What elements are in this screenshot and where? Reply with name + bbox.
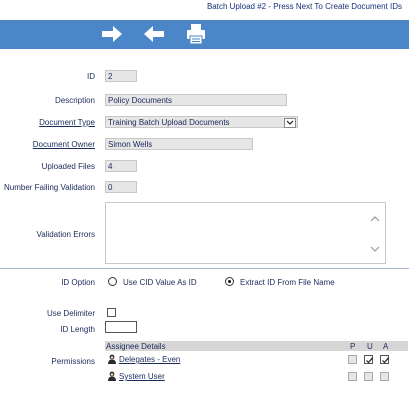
failing-validation-label: Number Failing Validation: [3, 183, 95, 192]
radio-use-cid-label[interactable]: Use CID Value As ID: [123, 278, 197, 287]
permission-p-checkbox[interactable]: [348, 372, 357, 381]
divider: [0, 268, 409, 269]
radio-extract-id-label[interactable]: Extract ID From File Name: [240, 278, 335, 287]
id-option-label: ID Option: [61, 278, 95, 287]
scroll-up-icon[interactable]: [370, 215, 380, 223]
id-field[interactable]: 2: [105, 70, 137, 82]
permission-u-checkbox[interactable]: [364, 372, 373, 381]
document-type-label[interactable]: Document Type: [39, 118, 95, 127]
scroll-down-icon[interactable]: [370, 245, 380, 253]
window-title: Batch Upload #2 - Press Next To Create Document IDs: [206, 2, 402, 11]
permission-p-checkbox[interactable]: [348, 355, 357, 364]
uploaded-files-field[interactable]: 4: [105, 160, 137, 172]
user-icon: [107, 354, 117, 364]
radio-use-cid[interactable]: [108, 277, 117, 286]
uploaded-files-label: Uploaded Files: [41, 162, 95, 171]
p-header: P: [350, 342, 356, 351]
permission-u-checkbox[interactable]: [364, 355, 373, 364]
document-type-value: Training Batch Upload Documents: [108, 118, 230, 127]
document-owner-field[interactable]: Simon Wells: [105, 138, 253, 150]
description-label: Description: [54, 96, 95, 105]
permissions-header: [105, 341, 408, 351]
validation-errors-textarea[interactable]: [105, 202, 386, 264]
permission-a-checkbox[interactable]: [380, 355, 389, 364]
arrow-left-icon: [142, 23, 166, 45]
use-delimiter-label: Use Delimiter: [46, 309, 95, 318]
user-icon: [107, 371, 117, 381]
id-length-input[interactable]: [105, 321, 137, 333]
u-header: U: [367, 342, 373, 351]
back-button[interactable]: [142, 23, 166, 45]
print-button[interactable]: [184, 23, 208, 45]
arrow-right-icon: [100, 23, 124, 45]
checkmark-icon: [365, 356, 374, 365]
id-length-label: ID Length: [60, 325, 95, 334]
toolbar: [0, 20, 409, 49]
radio-extract-id[interactable]: [225, 277, 234, 286]
assignee-link-system-user[interactable]: System User: [119, 372, 165, 381]
title-bar: [0, 0, 409, 20]
document-owner-label[interactable]: Document Owner: [32, 140, 95, 149]
description-field[interactable]: Policy Documents: [105, 94, 287, 106]
id-label: ID: [87, 72, 95, 81]
permission-a-checkbox[interactable]: [380, 372, 389, 381]
a-header: A: [383, 342, 389, 351]
validation-errors-label: Validation Errors: [36, 230, 95, 239]
permissions-label: Permissions: [51, 357, 95, 366]
checkmark-icon: [381, 356, 390, 365]
chevron-down-icon[interactable]: [284, 118, 296, 128]
next-button[interactable]: [100, 23, 124, 45]
document-type-select[interactable]: [105, 116, 298, 128]
assignee-link-delegates-even[interactable]: Delegates - Even: [119, 355, 181, 364]
failing-validation-field[interactable]: 0: [105, 181, 137, 193]
use-delimiter-checkbox[interactable]: [107, 308, 116, 317]
printer-icon: [184, 23, 208, 45]
assignee-details-header: Assignee Details: [106, 342, 166, 351]
